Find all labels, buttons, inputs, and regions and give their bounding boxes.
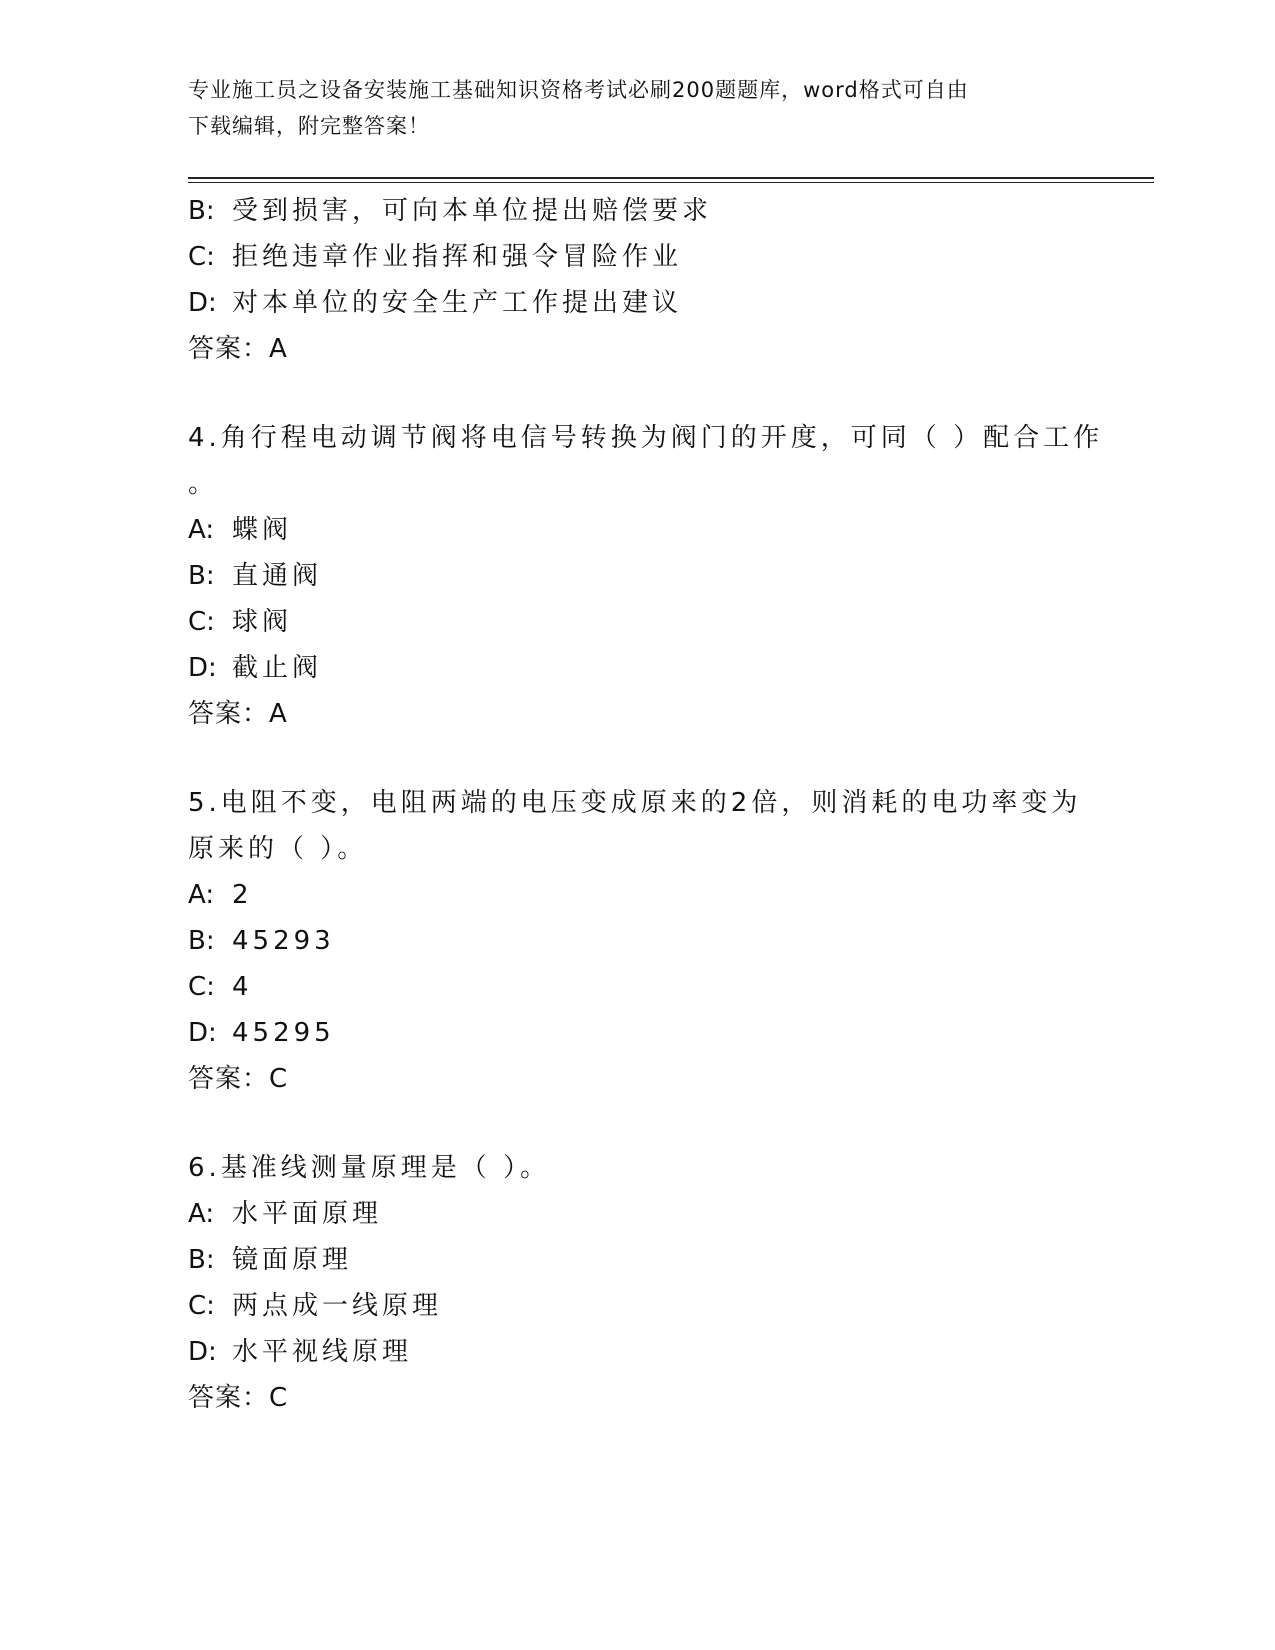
question-stem-continued: 。 — [188, 469, 219, 499]
option-a — [188, 1191, 1118, 1237]
option-d — [188, 1010, 1118, 1056]
option-text: 球阀 — [232, 607, 293, 637]
option-c — [188, 1283, 1118, 1329]
answer-value: C — [269, 1064, 292, 1094]
answer-label: 答案： — [188, 334, 270, 364]
question-4 — [188, 415, 1118, 737]
option-text: 2 — [232, 880, 253, 910]
header-line-2: 下载编辑，附完整答案！ — [188, 114, 430, 138]
option-c — [188, 964, 1118, 1010]
option-text: 水平视线原理 — [232, 1337, 413, 1367]
answer-value: A — [269, 334, 291, 364]
option-d — [188, 645, 1118, 691]
option-b — [188, 918, 1118, 964]
option-text: 两点成一线原理 — [232, 1291, 443, 1321]
question-stem: 4.角行程电动调节阀将电信号转换为阀门的开度，可同（ ）配合工作 — [188, 423, 1104, 453]
question-6 — [188, 1145, 1118, 1421]
option-text: 4 — [232, 972, 253, 1002]
option-a — [188, 872, 1118, 918]
option-d — [188, 280, 1118, 326]
answer-line — [188, 1375, 1118, 1421]
option-letter: A: — [188, 1199, 215, 1229]
option-a — [188, 507, 1118, 553]
answer-line — [188, 691, 1118, 737]
option-letter: B: — [188, 1245, 215, 1275]
answer-line — [188, 1056, 1118, 1102]
answer-label: 答案： — [188, 1064, 270, 1094]
option-text: 水平面原理 — [232, 1199, 383, 1229]
option-text: 镜面原理 — [232, 1245, 353, 1275]
option-letter: D: — [188, 1337, 217, 1367]
option-d — [188, 1329, 1118, 1375]
question-stem: 5.电阻不变，电阻两端的电压变成原来的2倍，则消耗的电功率变为 — [188, 788, 1082, 818]
option-text: 45295 — [232, 1018, 335, 1048]
question-3-continued — [188, 188, 1118, 372]
question-stem: 6.基准线测量原理是（ ）。 — [188, 1153, 551, 1183]
option-text: 对本单位的安全生产工作提出建议 — [232, 288, 683, 318]
option-b — [188, 188, 1118, 234]
option-letter: B: — [188, 926, 215, 956]
answer-label: 答案： — [188, 699, 270, 729]
header-divider-thin — [188, 182, 1154, 183]
document-header — [188, 72, 1088, 144]
question-list — [188, 188, 1118, 1421]
option-letter: B: — [188, 196, 215, 226]
option-text: 受到损害，可向本单位提出赔偿要求 — [232, 196, 713, 226]
option-letter: C: — [188, 1291, 215, 1321]
option-letter: C: — [188, 607, 215, 637]
answer-label: 答案： — [188, 1383, 270, 1413]
answer-line — [188, 326, 1118, 372]
option-text: 45293 — [232, 926, 335, 956]
option-letter: C: — [188, 242, 215, 272]
option-text: 蝶阀 — [232, 515, 293, 545]
answer-value: C — [269, 1383, 292, 1413]
option-letter: A: — [188, 880, 215, 910]
answer-value: A — [269, 699, 291, 729]
option-letter: C: — [188, 972, 215, 1002]
option-c — [188, 599, 1118, 645]
option-b — [188, 553, 1118, 599]
option-letter: B: — [188, 561, 215, 591]
question-stem-continued: 原来的（ ）。 — [188, 834, 368, 864]
option-c — [188, 234, 1118, 280]
option-text: 截止阀 — [232, 653, 323, 683]
option-text: 拒绝违章作业指挥和强令冒险作业 — [232, 242, 683, 272]
question-5 — [188, 780, 1118, 1102]
header-line-1: 专业施工员之设备安装施工基础知识资格考试必刷200题题库，word格式可自由 — [188, 78, 969, 102]
option-text: 直通阀 — [232, 561, 323, 591]
option-letter: D: — [188, 653, 217, 683]
option-letter: A: — [188, 515, 215, 545]
option-b — [188, 1237, 1118, 1283]
header-divider-thick — [188, 177, 1154, 179]
option-letter: D: — [188, 288, 217, 318]
option-letter: D: — [188, 1018, 217, 1048]
